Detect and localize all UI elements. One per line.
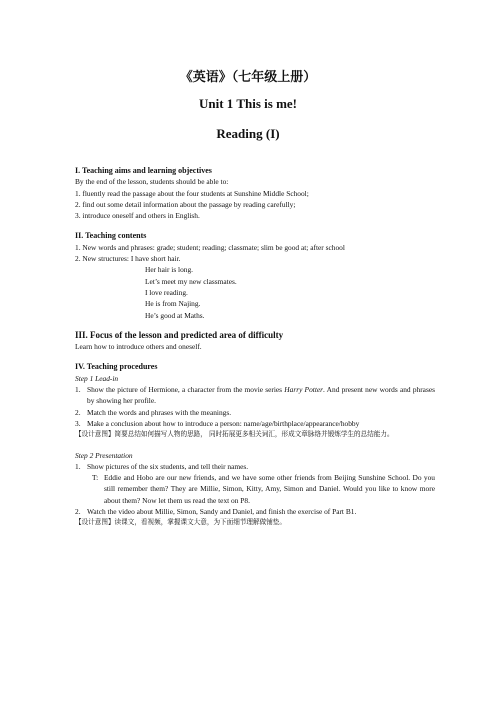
item-text: Make a conclusion about how to introduce a person: name/age/birthplace/appearance/hobby — [87, 418, 360, 428]
procedure-item: 2. Watch the video about Millie, Simon, Sandy and Daniel, and finish the exercise of Part B1. — [75, 506, 435, 517]
aim-item: 3. introduce oneself and others in English. — [75, 211, 200, 221]
step2-title: Step 2 Presentation — [75, 450, 133, 460]
aim-item: 1. fluently read the passage about the four students at Sunshine Middle School; — [75, 188, 309, 198]
section-heading-procedures: IV. Teaching procedures — [75, 362, 158, 372]
item-text: . And present new words and phrases by showing her profile. — [87, 385, 435, 406]
item-text: Show the picture of Hermione, a character from the movie series — [87, 385, 285, 395]
item-text: Match the words and phrases with the meanings. — [87, 407, 232, 417]
section-heading-focus: III. Focus of the lesson and predicted area of difficulty — [75, 329, 284, 340]
lesson-title: Reading (I) — [216, 126, 280, 141]
section-heading-contents: II. Teaching contents — [75, 231, 147, 241]
teacher-text: Eddie and Hobo are our new friends, and we have some other friends from Beijing Sunshine School. Do you still remember them? They are Millie, Simon, Kitty, Amy, Simon and Daniel. Would you like to know more about them? Now let them us read the text on P8. — [104, 473, 435, 505]
unit-title: Unit 1 This is me! — [199, 96, 297, 111]
section-heading-aims: I. Teaching aims and learning objectives — [75, 166, 212, 175]
aim-item: 2. find out some detail information about the passage by reading carefully; — [75, 199, 296, 209]
item-number: 3. — [75, 418, 81, 428]
book-title: 《英语》（七年级上册） — [179, 69, 317, 84]
structures-label: 2. New structures: I have short hair. — [75, 254, 181, 264]
item-text: Show pictures of the six students, and tell their names. — [87, 461, 249, 471]
procedure-item — [75, 384, 435, 407]
teacher-talk — [75, 472, 435, 506]
structure-item: I love reading. — [145, 287, 188, 297]
structure-item: Let’s meet my new classmates. — [145, 276, 237, 286]
procedure-item: 1. Show pictures of the six students, and tell their names. — [75, 461, 435, 472]
design-note: 【设计意图】读课文，看视频，掌握课文大意，为下面细节理解做铺垫。 — [75, 518, 286, 527]
structure-item: He’s good at Maths. — [145, 310, 205, 320]
teacher-label: T: — [92, 473, 99, 483]
procedure-item — [75, 418, 435, 429]
structure-item: He is from Najing. — [145, 299, 201, 309]
lesson-plan-body — [75, 165, 435, 529]
new-words: 1. New words and phrases: grade; student; reading; classmate; slim be good at; after school — [75, 242, 345, 252]
item-text: Watch the video about Millie, Simon, Sandy and Daniel, and finish the exercise of Part B1. — [87, 507, 357, 517]
step1-title: Step 1 Lead-in — [75, 373, 119, 383]
focus-text: Learn how to introduce others and oneself. — [75, 342, 202, 352]
item-number: 2. — [75, 407, 81, 417]
design-note: 【设计意图】简要总结如何描写人物的思路， 同时拓展更多相关词汇，形成文章脉络并锻炼学生的总结能力。 — [75, 430, 394, 439]
structure-item: Her hair is long. — [145, 265, 194, 275]
procedure-item — [75, 407, 435, 418]
movie-title: Harry Potter — [284, 385, 324, 395]
aims-intro: By the end of the lesson, students should be able to: — [75, 177, 229, 187]
item-number: 1. — [75, 385, 81, 395]
